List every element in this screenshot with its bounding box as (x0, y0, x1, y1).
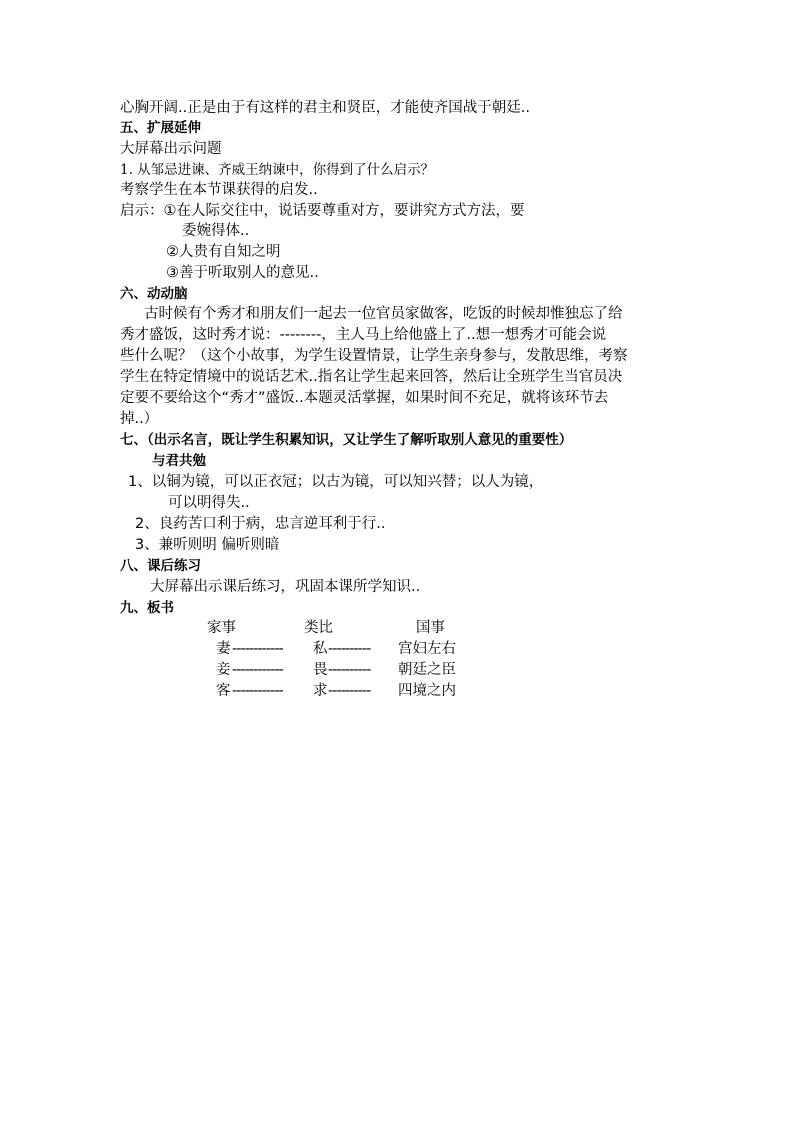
board-left: 妻 (216, 641, 231, 657)
text-line: ③善于听取别人的意见.. (166, 265, 319, 281)
board-mid: 求 (313, 683, 328, 699)
section-heading-6: 六、动动脑 (120, 286, 188, 302)
board-dash: ------------ (232, 641, 283, 657)
section-heading-9: 九、板书 (120, 600, 174, 616)
board-right: 宫妇左右 (398, 641, 456, 657)
paragraph-line: 定要不要给这个“秀才”盛饭..本题灵活掌握，如果时间不充足，就将该环节去 (120, 390, 609, 406)
board-left: 客 (216, 683, 231, 699)
board-right: 四境之内 (398, 683, 456, 699)
text-line: 心胸开阔..正是由于有这样的君主和贤臣，才能使齐国战于朝廷.. (120, 100, 530, 116)
paragraph-line: 些什么呢？（这个小故事，为学生设置情景，让学生亲身参与，发散思维，考察 (120, 348, 628, 364)
board-dash: ---------- (328, 641, 371, 657)
section-heading-8: 八、课后练习 (120, 558, 201, 574)
board-dash: ---------- (328, 683, 371, 699)
board-dash: ---------- (328, 662, 371, 678)
section-heading-5: 五、扩展延伸 (120, 120, 201, 136)
text-line: 委婉得体.. (182, 223, 250, 239)
quote-line: 可以明得失.. (168, 495, 250, 511)
board-dash: ------------ (232, 662, 283, 678)
subheading: 与君共勉 (152, 453, 206, 469)
paragraph-line: 掉..） (120, 411, 159, 427)
board-right: 朝廷之臣 (398, 662, 456, 678)
board-header-state: 国事 (416, 620, 445, 636)
quote-line: 3、兼听则明 偏听则暗 (135, 537, 280, 553)
paragraph-line: 秀才盛饭，这时秀才说：--------，主人马上给他盛上了..想一想秀才可能会说 (120, 327, 607, 343)
paragraph-line: 学生在特定情境中的说话艺术..指名让学生起来回答，然后让全班学生当官员决 (120, 369, 623, 385)
quote-line: 1、以铜为镜，可以正衣冠；以古为镜，可以知兴替；以人为镜， (128, 474, 544, 490)
board-mid: 私 (313, 641, 328, 657)
text-line: 考察学生在本节课获得的启发.. (120, 182, 318, 198)
board-header-analogy: 类比 (304, 620, 333, 636)
section-heading-7: 七、（出示名言，既让学生积累知识，又让学生了解听取别人意见的重要性） (120, 432, 573, 448)
text-line: ②人贵有自知之明 (166, 244, 281, 260)
board-dash: ------------ (232, 683, 283, 699)
board-mid: 畏 (313, 662, 328, 678)
board-left: 妾 (216, 662, 231, 678)
question-line: 1. 从邹忌进谏、齐威王纳谏中，你得到了什么启示？ (120, 162, 435, 178)
text-line: 大屏幕出示问题 (120, 141, 222, 157)
text-line: 大屏幕出示课后练习，巩固本课所学知识.. (150, 579, 421, 595)
text-line: 启示：①在人际交往中，说话要尊重对方，要讲究方式方法，要 (120, 203, 525, 219)
quote-line: 2、良药苦口利于病，忠言逆耳利于行.. (135, 516, 386, 532)
paragraph-line: 古时候有个秀才和朋友们一起去一位官员家做客，吃饭的时候却惟独忘了给 (144, 306, 623, 322)
board-header-home: 家事 (207, 620, 236, 636)
